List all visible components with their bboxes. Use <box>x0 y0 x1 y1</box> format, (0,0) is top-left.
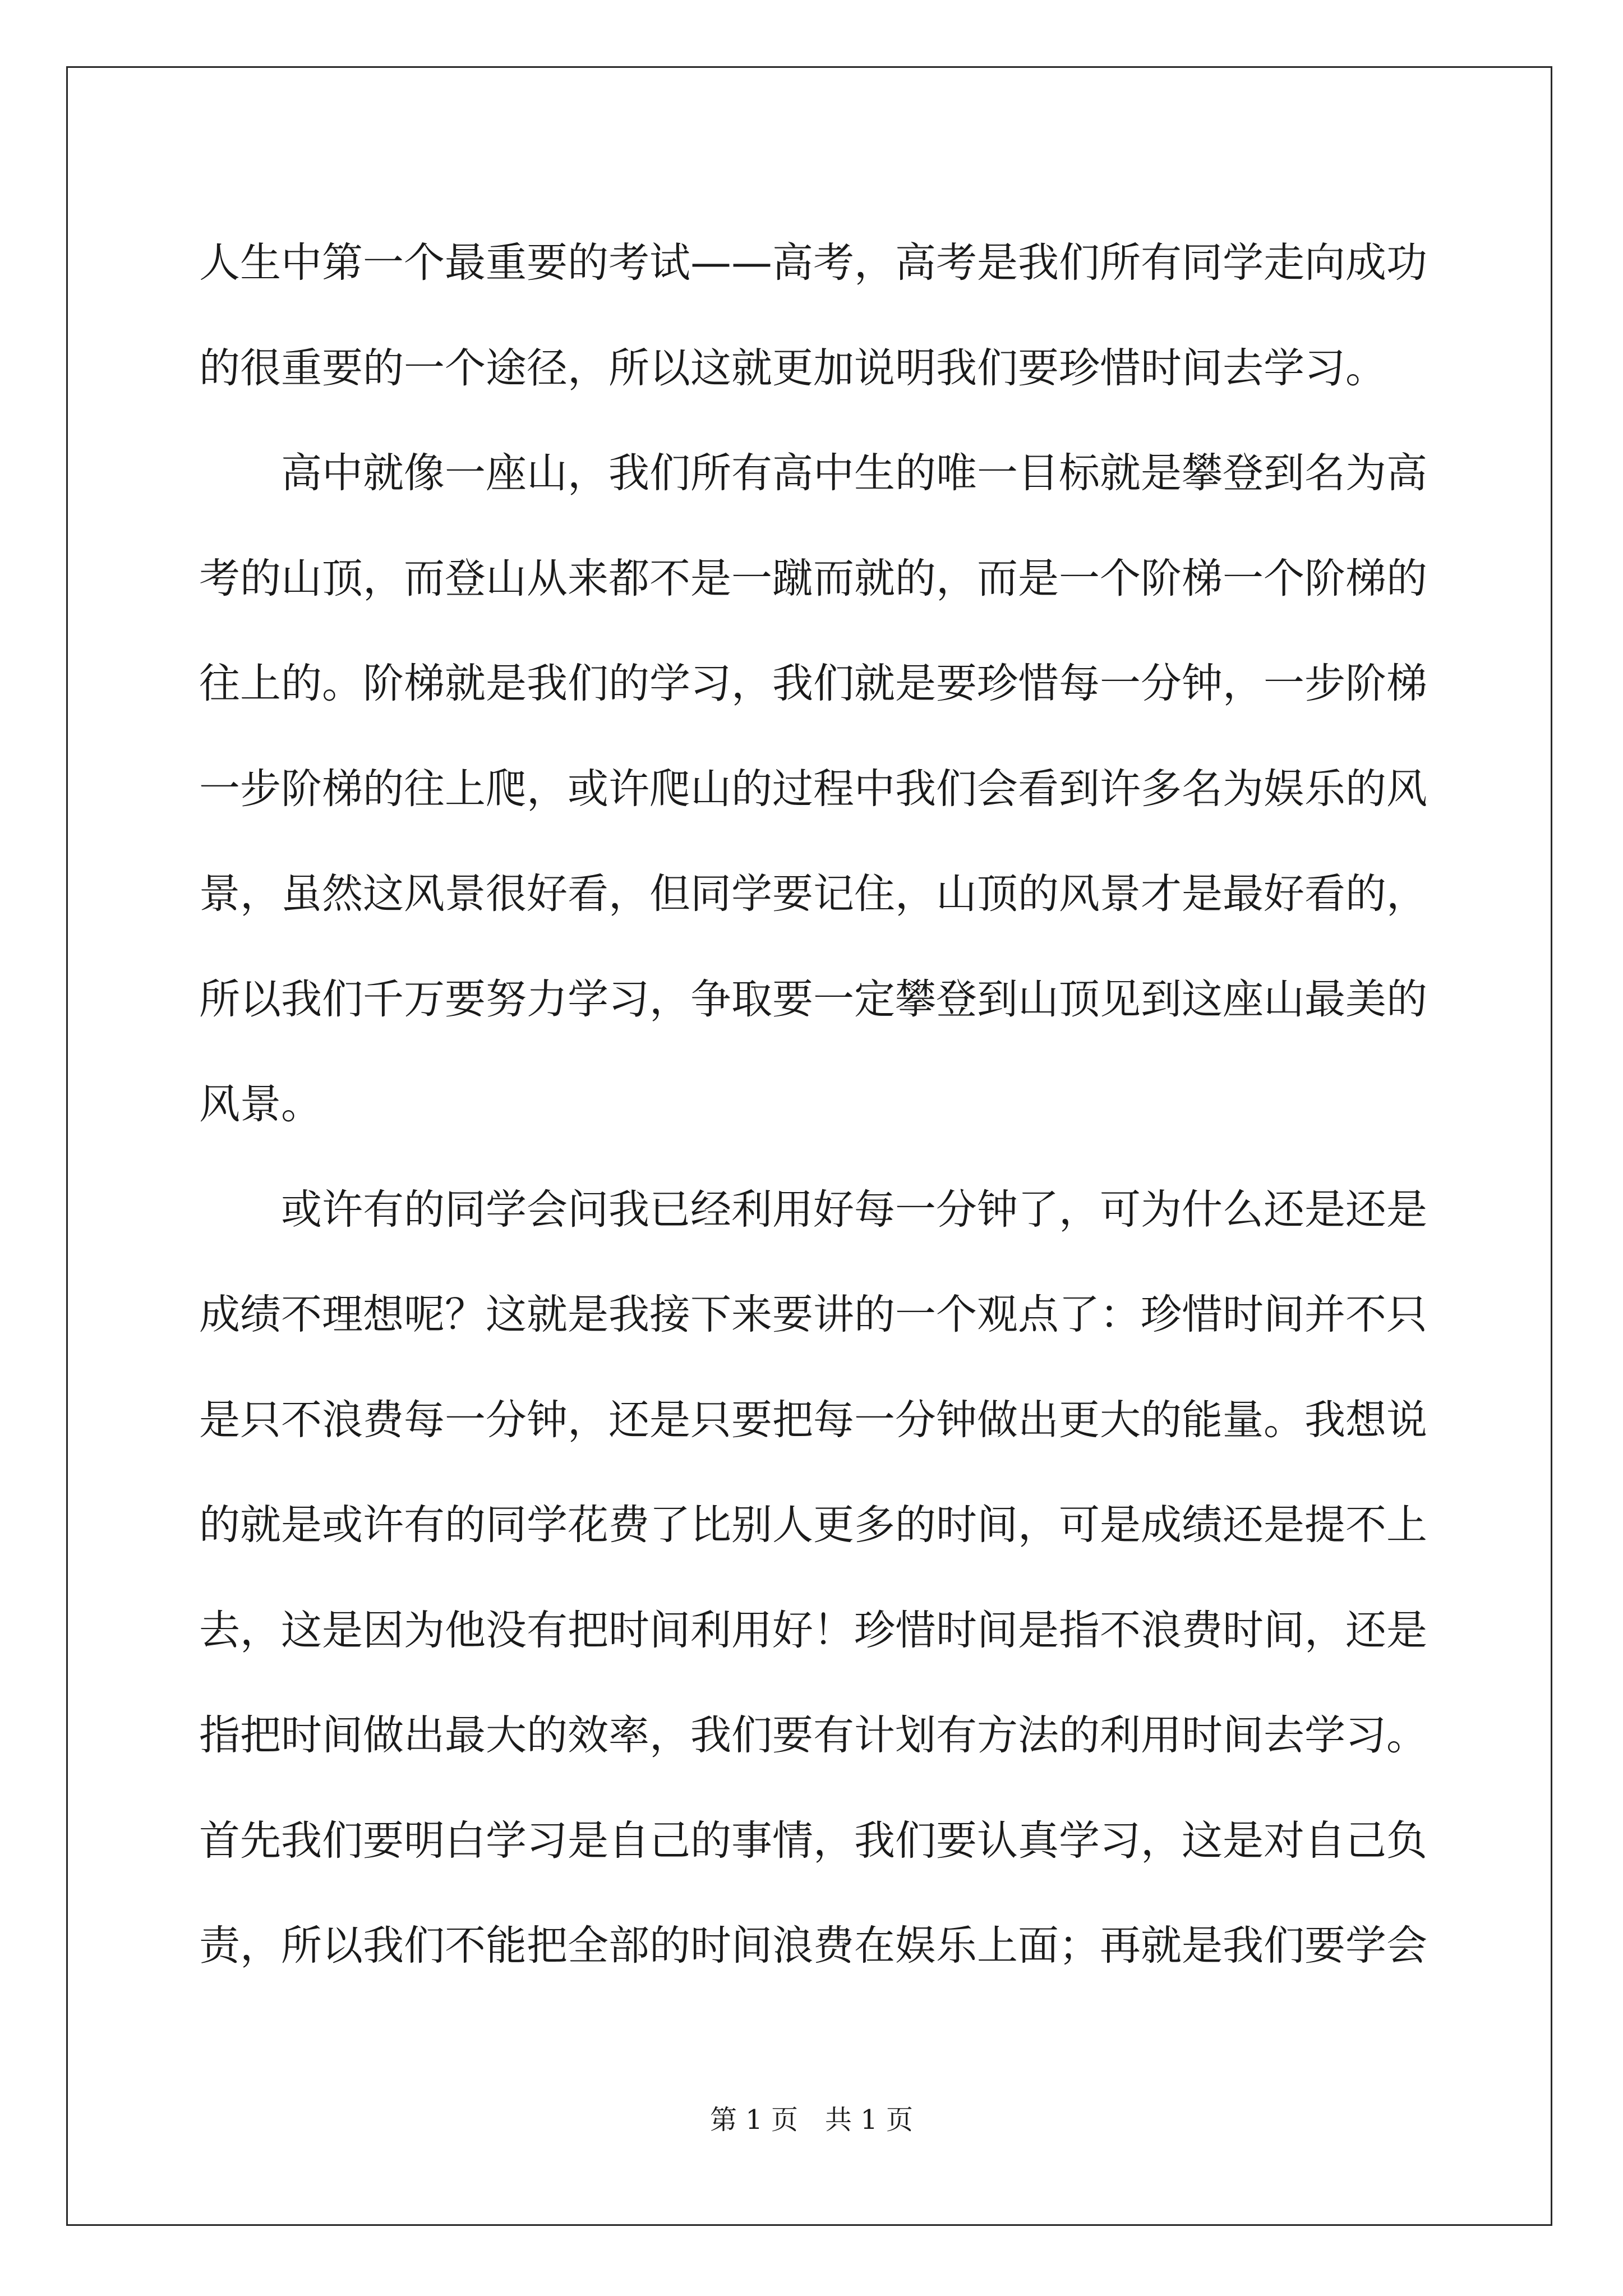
text-line: 往上的。阶梯就是我们的学习，我们就是要珍惜每一分钟，一步阶梯 <box>199 660 1427 707</box>
text-line: 高中就像一座山，我们所有高中生的唯一目标就是攀登到名为高 <box>281 449 1427 497</box>
text-line: 指把时间做出最大的效率，我们要有计划有方法的利用时间去学习。 <box>199 1711 1427 1759</box>
text-line: 是只不浪费每一分钟，还是只要把每一分钟做出更大的能量。我想说 <box>199 1396 1427 1444</box>
text-line: 考的山顶，而登山从来都不是一蹴而就的，而是一个阶梯一个阶梯的 <box>199 554 1427 602</box>
text-line: 所以我们千万要努力学习，争取要一定攀登到山顶见到这座山最美的 <box>199 975 1427 1023</box>
text-line: 责，所以我们不能把全部的时间浪费在娱乐上面；再就是我们要学会 <box>199 1922 1427 1970</box>
text-line: 人生中第一个最重要的考试——高考，高考是我们所有同学走向成功 <box>199 239 1427 287</box>
text-line: 的就是或许有的同学花费了比别人更多的时间，可是成绩还是提不上 <box>199 1501 1427 1549</box>
text-line: 首先我们要明白学习是自己的事情，我们要认真学习，这是对自己负 <box>199 1816 1427 1865</box>
text-line: 或许有的同学会问我已经利用好每一分钟了，可为什么还是还是 <box>281 1185 1427 1234</box>
text-line: 景，虽然这风景很好看，但同学要记住，山顶的风景才是最好看的， <box>199 870 1427 918</box>
document-body <box>199 210 1427 1999</box>
text-line: 的很重要的一个途径，所以这就更加说明我们要珍惜时间去学习。 <box>199 344 1386 392</box>
page-footer: 第 1 页 共 1 页 <box>709 2104 914 2136</box>
text-line: 一步阶梯的往上爬，或许爬山的过程中我们会看到许多名为娱乐的风 <box>199 765 1427 813</box>
text-line: 去，这是因为他没有把时间利用好！珍惜时间是指不浪费时间，还是 <box>199 1606 1427 1654</box>
text-line: 风景。 <box>199 1080 322 1128</box>
text-line: 成绩不理想呢？这就是我接下来要讲的一个观点了：珍惜时间并不只 <box>199 1291 1427 1338</box>
